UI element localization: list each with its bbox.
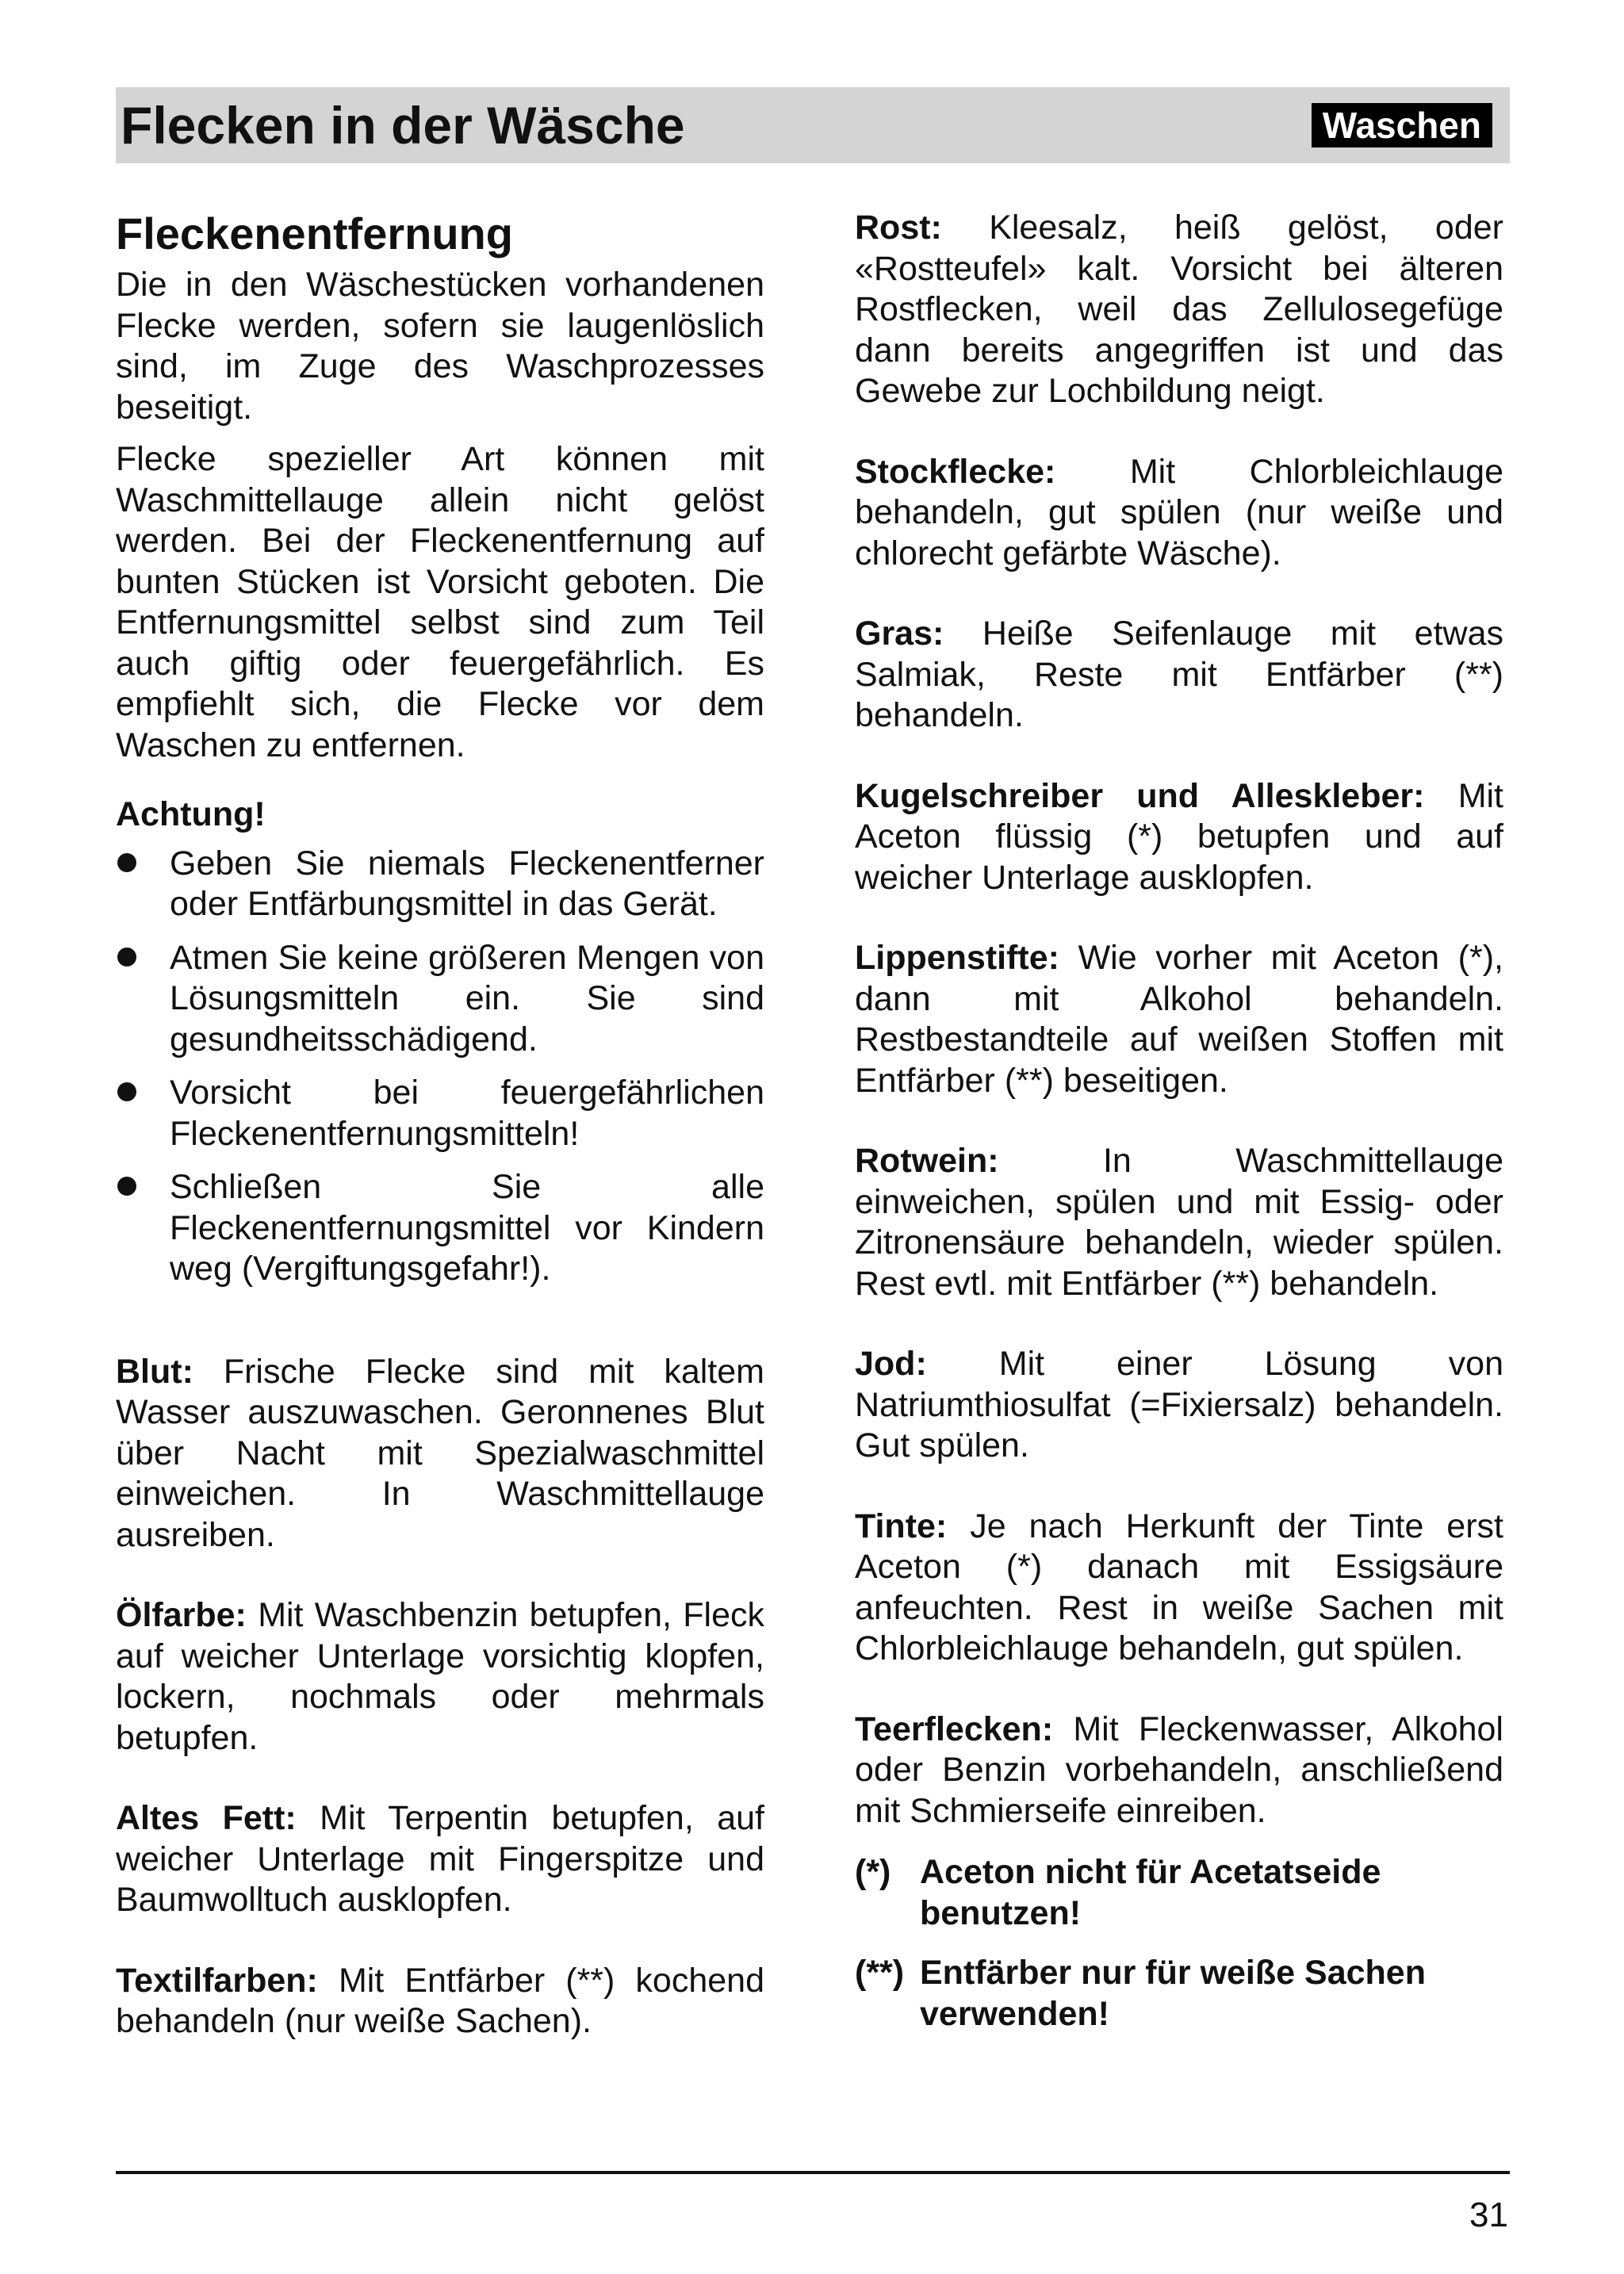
warning-item	[116, 844, 764, 925]
page-number: 31	[1469, 2196, 1508, 2234]
warning-item	[116, 938, 764, 1061]
stain-label: Teerflecken:	[855, 1709, 1054, 1748]
section-tag: Waschen	[1312, 103, 1492, 147]
stain-label: Rost:	[855, 209, 942, 247]
stain-text: Mit Fleckenwasser, Alkohol oder Benzin vorbehandeln, anschließend mit Schmierseife einreiben.	[855, 1709, 1503, 1830]
stain-entry-oelfarbe	[116, 1595, 764, 1759]
stain-label: Altes Fett:	[116, 1799, 297, 1837]
footnote-mark: (*)	[855, 1853, 891, 1891]
warning-text: Vorsicht bei feuergefährlichen Fleckenentfernungsmitteln!	[170, 1074, 764, 1153]
warning-text: Schließen Sie alle Fleckenentfernungsmittel vor Kindern weg (Vergiftungsgefahr!).	[170, 1168, 764, 1288]
stain-label: Textilfarben:	[116, 1961, 318, 2000]
stain-label: Kugelschreiber und Alleskleber:	[855, 776, 1425, 815]
warning-text: Geben Sie niemals Fleckenentferner oder Entfärbungsmittel in das Gerät.	[170, 844, 764, 923]
stain-label: Tinte:	[855, 1506, 948, 1545]
bullet-dot-icon	[117, 948, 136, 967]
footnote-text: Aceton nicht für Acetatseide benutzen!	[920, 1853, 1381, 1932]
section-heading: Fleckenentfernung	[116, 209, 513, 258]
stain-label: Jod:	[855, 1345, 927, 1383]
right-column	[855, 208, 1503, 2035]
warning-item	[116, 1073, 764, 1154]
stain-text: Mit Waschbenzin betupfen, Fleck auf weicher Unterlage vorsichtig klopfen, lockern, nochmals oder mehrmals betupfen.	[116, 1596, 764, 1757]
footnote-aceton	[855, 1852, 1503, 1934]
stain-entry-gras	[855, 614, 1503, 737]
intro-paragraph: Flecke spezieller Art können mit Waschmittellauge allein nicht gelöst werden. Bei der Fleckenentfernung auf bunten Stücken ist Vorsicht geboten. Die Entfernungsmittel selbst sind zum Teil auch giftig oder feuergefährlich. Es empfiehlt sich, die Flecke vor dem Waschen zu entfernen.	[116, 440, 764, 764]
stain-entry-kugelschreiber	[855, 776, 1503, 899]
stain-label: Ölfarbe:	[116, 1596, 247, 1634]
stain-label: Gras:	[855, 614, 944, 653]
stain-label: Blut:	[116, 1352, 193, 1391]
footnote-entfaerber	[855, 1953, 1503, 2035]
warning-text: Atmen Sie keine größeren Mengen von Lösungsmitteln ein. Sie sind gesundheitsschädigend.	[170, 938, 764, 1059]
stain-entry-altes-fett	[116, 1798, 764, 1921]
intro-paragraph: Die in den Wäschestücken vorhandenen Flecke werden, sofern sie laugenlöslich sind, im Zuge des Waschprozesses beseitigt.	[116, 266, 764, 427]
stain-entry-teerflecken	[855, 1709, 1503, 1832]
stain-entry-lippenstifte	[855, 938, 1503, 1101]
warning-list	[116, 844, 764, 1290]
footnote-text: Entfärber nur für weiße Sachen verwenden!	[920, 1954, 1426, 2033]
left-column	[116, 208, 764, 2042]
stain-entry-tinte	[855, 1506, 1503, 1670]
stain-label: Stockflecke:	[855, 452, 1056, 491]
stain-text: Kleesalz, heiß gelöst, oder «Rostteufel» kalt. Vorsicht bei älteren Rostflecken, weil das Zellulosegefüge dann bereits angegriffen ist und das Gewebe zur Lochbildung neigt.	[855, 209, 1503, 410]
stain-entry-jod	[855, 1344, 1503, 1467]
stain-text: Mit Chlorbleichlauge behandeln, gut spülen (nur weiße und chlorecht gefärbte Wäsche).	[855, 452, 1503, 572]
stain-text: In Waschmittellauge einweichen, spülen und mit Essig- oder Zitronensäure behandeln, wieder spülen. Rest evtl. mit Entfärber (**) behandeln.	[855, 1142, 1504, 1303]
stain-text: Frische Flecke sind mit kaltem Wasser auszuwaschen. Geronnenes Blut über Nacht mit Spezialwaschmittel einweichen. In Waschmittellauge ausreiben.	[116, 1352, 764, 1554]
footer-rule	[116, 2171, 1510, 2174]
stain-entry-blut	[116, 1352, 764, 1556]
stain-label: Rotwein:	[855, 1142, 999, 1180]
stain-entry-textilfarben	[116, 1961, 764, 2042]
page-title: Flecken in der Wäsche	[121, 96, 685, 155]
stain-label: Lippenstifte:	[855, 939, 1059, 977]
footnote-mark: (**)	[855, 1954, 905, 1992]
bullet-dot-icon	[117, 853, 136, 872]
bullet-dot-icon	[117, 1177, 136, 1196]
stain-text: Mit einer Lösung von Natriumthiosulfat (=Fixiersalz) behandeln. Gut spülen.	[855, 1345, 1503, 1464]
stain-text: Wie vorher mit Aceton (*), dann mit Alkohol behandeln. Restbestandteile auf weißen Stoffen mit Entfärber (**) beseitigen.	[855, 939, 1503, 1100]
stain-text: Mit Entfärber (**) kochend behandeln (nur weiße Sachen).	[116, 1961, 764, 2040]
stain-text: Mit Terpentin betupfen, auf weicher Unterlage mit Fingerspitze und Baumwolltuch ausklopfen.	[116, 1799, 764, 1919]
stain-entry-rost	[855, 208, 1503, 412]
warning-title: Achtung!	[116, 795, 266, 833]
stain-entry-rotwein	[855, 1141, 1503, 1304]
stain-text: Heiße Seifenlauge mit etwas Salmiak, Reste mit Entfärber (**) behandeln.	[855, 614, 1503, 734]
bullet-dot-icon	[117, 1082, 136, 1101]
stain-text: Je nach Herkunft der Tinte erst Aceton (*) danach mit Essigsäure anfeuchten. Rest in weiße Sachen mit Chlorbleichlauge behandeln, gut spülen.	[855, 1506, 1503, 1667]
header-bar	[116, 87, 1510, 163]
warning-item	[116, 1167, 764, 1290]
stain-entry-stockflecke	[855, 452, 1503, 575]
stain-text: Mit Aceton flüssig (*) betupfen und auf weicher Unterlage ausklopfen.	[855, 776, 1504, 897]
